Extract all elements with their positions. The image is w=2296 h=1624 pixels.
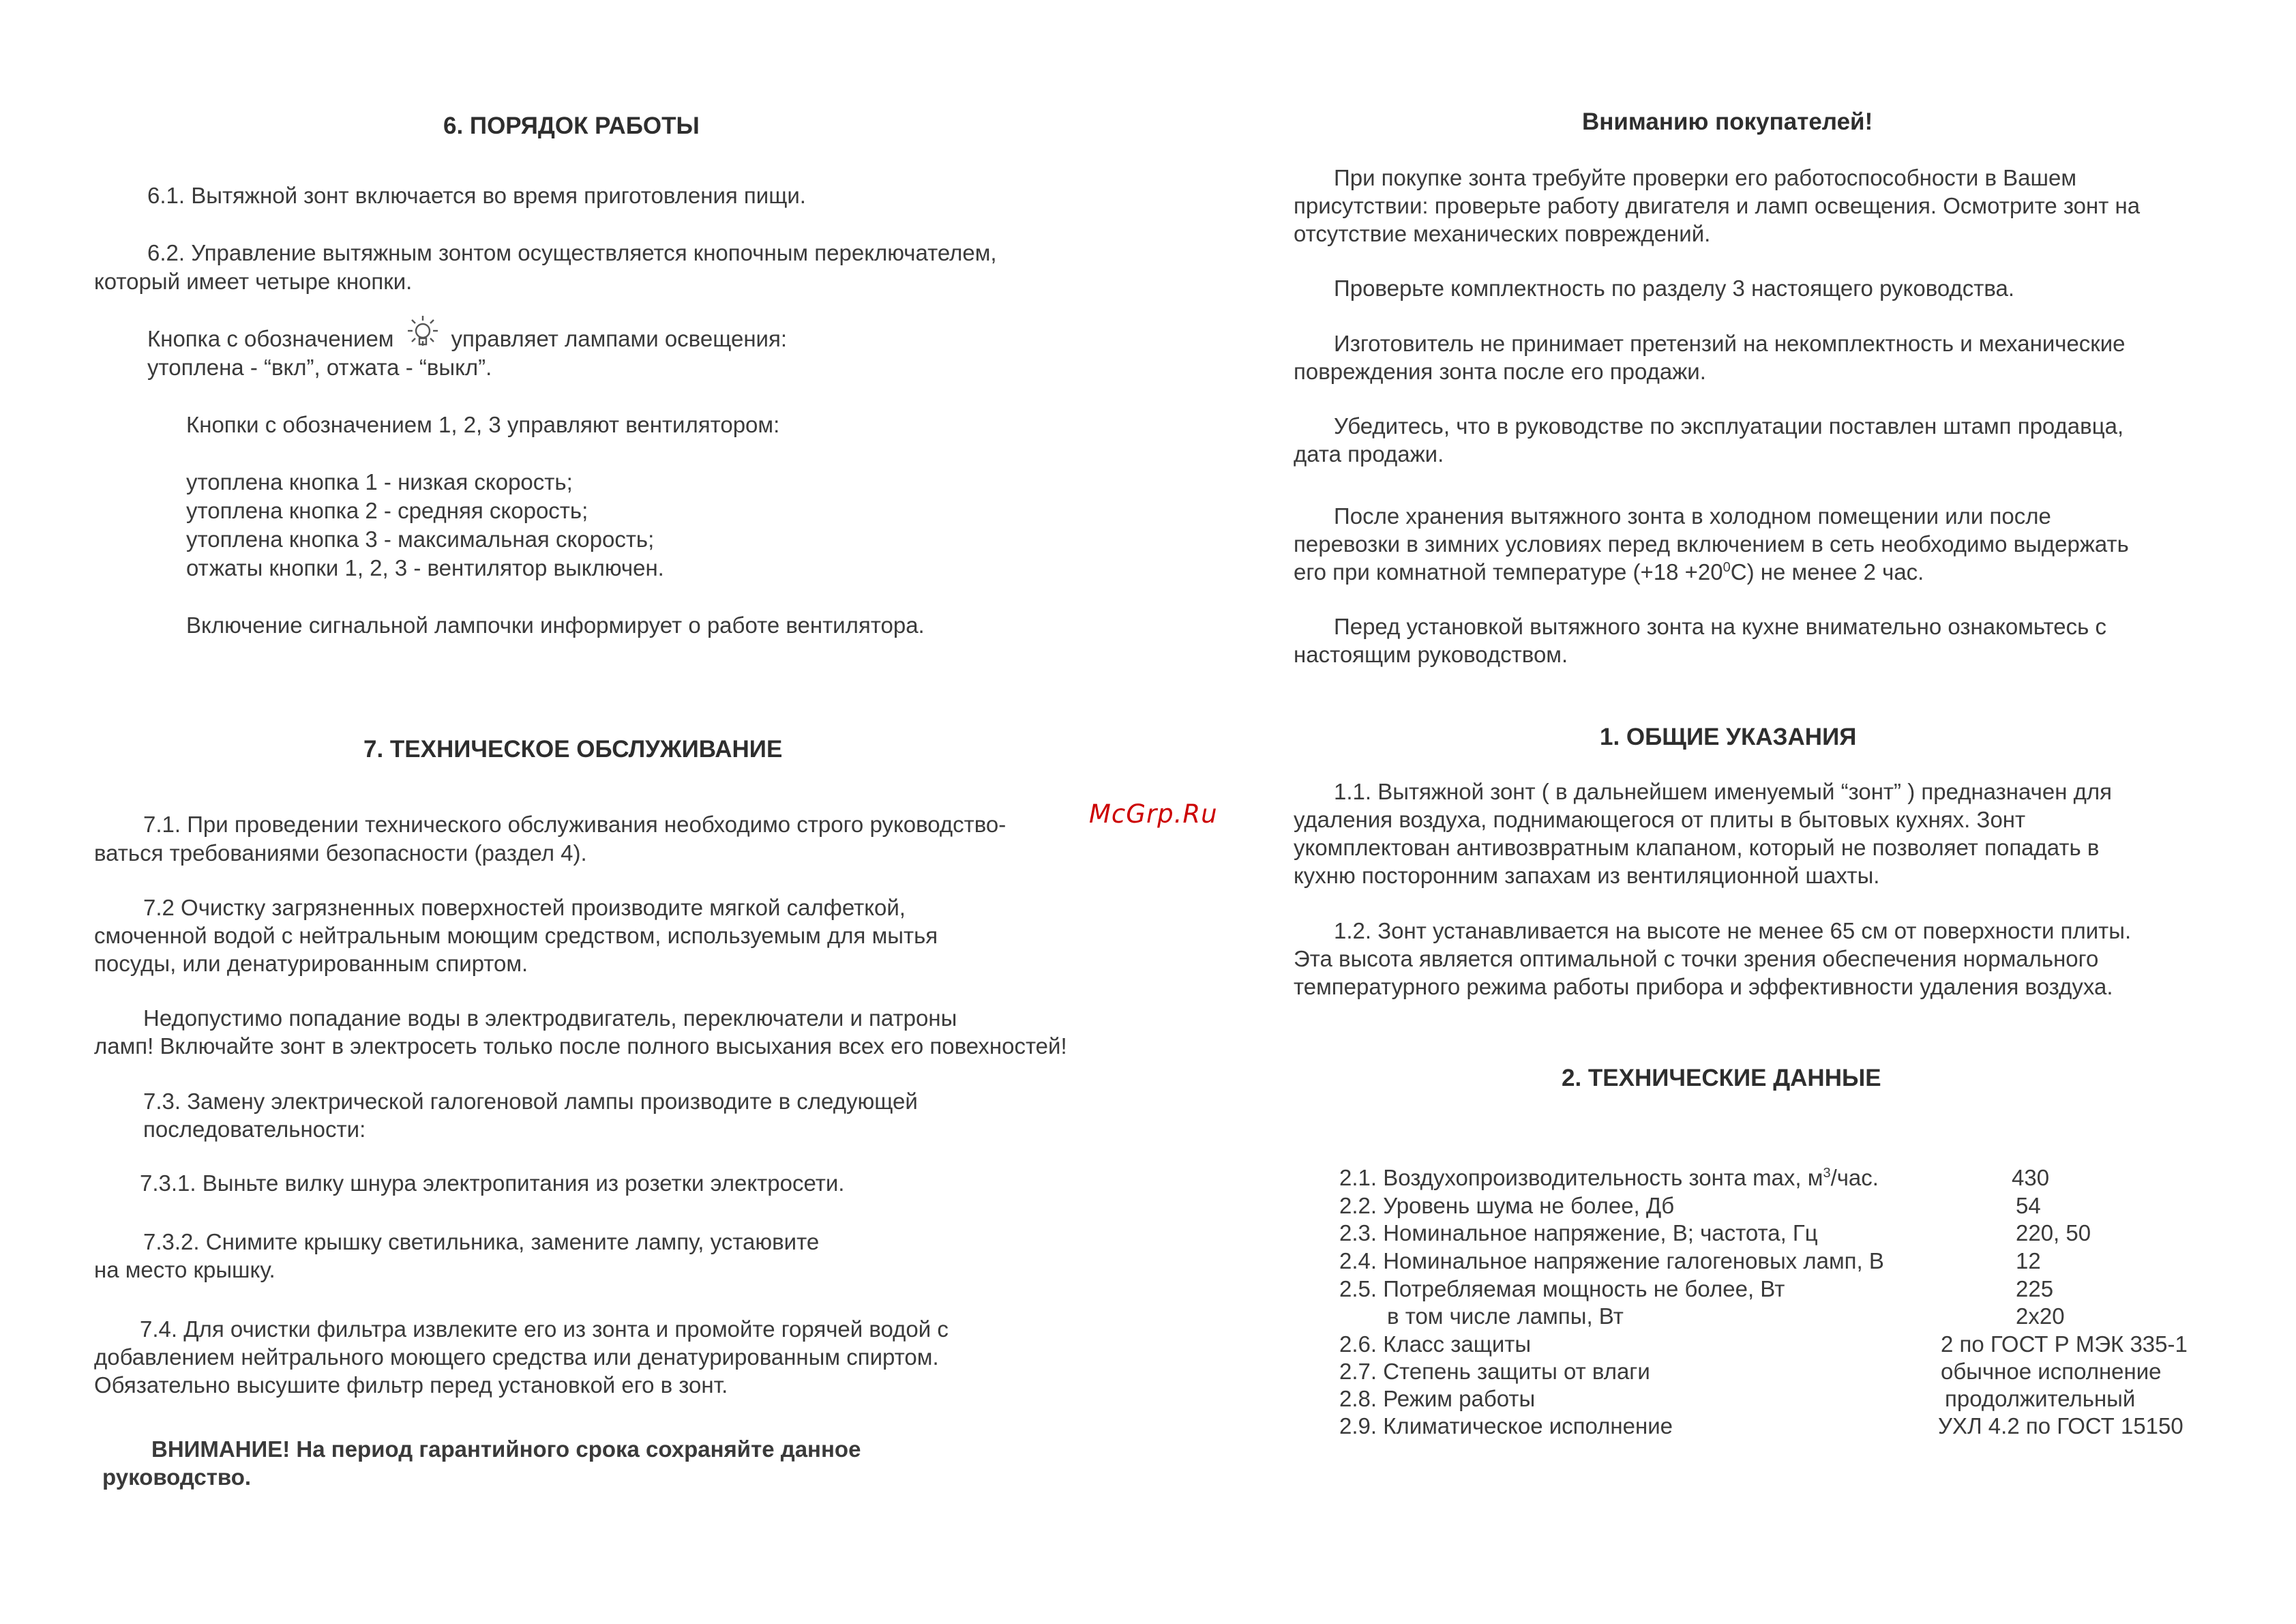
spec-row-value: 2х20	[2016, 1303, 2065, 1329]
fan-speed-1: утоплена кнопка 1 - низкая скорость;	[186, 469, 573, 494]
lamp-button-line-1	[147, 325, 787, 356]
paragraph-7-2-line-2: смоченной водой с нейтральным моющим средством, используемым для мытья	[94, 923, 938, 948]
notice-p5-line-1: После хранения вытяжного зонта в холодном помещении или после	[1334, 503, 2051, 529]
attention-line-2: руководство.	[102, 1464, 252, 1490]
paragraph-7-3-2-line-2: на место крышку.	[94, 1257, 275, 1282]
fan-off: отжаты кнопки 1, 2, 3 - вентилятор выключен.	[186, 555, 664, 580]
spec-row-value: обычное исполнение	[1941, 1359, 2162, 1384]
notice-p5-line-3	[1294, 558, 1924, 586]
paragraph-7-4-line-2: добавлением нейтрального моющего средства или денатурированным спиртом.	[94, 1344, 939, 1370]
spec-label-text: 2.1. Воздухопроизводительность зонта max, м	[1339, 1165, 1823, 1190]
notice-p6-line-2: настоящим руководством.	[1294, 642, 1568, 667]
attention-line-1: ВНИМАНИЕ! На период гарантийного срока сохраняйте данное	[151, 1436, 861, 1462]
degree-mark: 0	[1723, 560, 1731, 575]
spec-row-value: 12	[2016, 1248, 2041, 1273]
notice-p5-line-2: перевозки в зимних условиях перед включением в сеть необходимо выдержать	[1294, 531, 2129, 557]
notice-p4-line-1: Убедитесь, что в руководстве по эксплуатации поставлен штамп продавца,	[1334, 413, 2124, 439]
paragraph-7-3-2-line-1: 7.3.2. Снимите крышку светильника, замените лампу, устаювите	[143, 1229, 820, 1254]
notice-p3-line-2: повреждения зонта после его продажи.	[1294, 359, 1706, 384]
paragraph-7-3-line-1: 7.3. Замену электрической галогеновой лампы производите в следующей	[143, 1089, 918, 1114]
paragraph-7-3-line-2: последовательности:	[143, 1117, 366, 1142]
paragraph-6-2-line-2: который имеет четыре кнопки.	[94, 269, 413, 294]
lamp-button-text-a: Кнопка с обозначением	[147, 326, 394, 351]
fan-buttons-intro: Кнопки с обозначением 1, 2, 3 управляют вентилятором:	[186, 412, 780, 437]
spec-row-label: 2.2. Уровень шума не более, Дб	[1339, 1193, 1675, 1218]
spec-row-label: 2.5. Потребляемая мощность не более, Вт	[1339, 1276, 1785, 1301]
temperature-text: его при комнатной температуре (+18 +20	[1294, 559, 1723, 585]
paragraph-7-4-line-1: 7.4. Для очистки фильтра извлеките его из зонта и промойте горячей водой с	[140, 1316, 949, 1342]
light-bulb-icon	[405, 314, 441, 356]
spec-row-label: в том числе лампы, Вт	[1387, 1303, 1624, 1329]
notice-p3-line-1: Изготовитель не принимает претензий на некомплектность и механические	[1334, 331, 2126, 356]
spec-row-label: 2.7. Степень защиты от влаги	[1339, 1359, 1650, 1384]
paragraph-7-2-line-1: 7.2 Очистку загрязненных поверхностей производите мягкой салфеткой,	[143, 895, 906, 920]
notice-p2: Проверьте комплектность по разделу 3 настоящего руководства.	[1334, 276, 2015, 301]
cubic-mark: 3	[1823, 1166, 1831, 1181]
paragraph-1-2-line-1: 1.2. Зонт устанавливается на высоте не менее 65 см от поверхности плиты.	[1334, 918, 2132, 943]
spec-row-value: 430	[2012, 1165, 2050, 1190]
paragraph-1-1-line-2: удаления воздуха, поднимающегося от плиты в бытовых кухнях. Зонт	[1294, 807, 2026, 832]
paragraph-7-3-1: 7.3.1. Выньте вилку шнура электропитания из розетки электросети.	[140, 1170, 845, 1196]
section-1-title: 1. ОБЩИЕ УКАЗАНИЯ	[1600, 724, 1857, 750]
paragraph-6-1: 6.1. Вытяжной зонт включается во время приготовления пищи.	[147, 183, 806, 208]
signal-lamp-note: Включение сигнальной лампочки информирует о работе вентилятора.	[186, 612, 925, 638]
spec-row-value: УХЛ 4.2 по ГОСТ 15150	[1938, 1413, 2183, 1438]
fan-speed-3: утоплена кнопка 3 - максимальная скорость;	[186, 527, 655, 552]
section-7-title: 7. ТЕХНИЧЕСКОЕ ОБСЛУЖИВАНИЕ	[363, 736, 783, 763]
notice-p1-line-2: присутствии: проверьте работу двигателя и ламп освещения. Осмотрите зонт на	[1294, 193, 2141, 218]
spec-row-value: 220, 50	[2016, 1220, 2091, 1245]
paragraph-1-2-line-3: температурного режима работы прибора и эффективности удаления воздуха.	[1294, 974, 2113, 999]
notice-p4-line-2: дата продажи.	[1294, 441, 1444, 467]
paragraph-7-1-line-2: ваться требованиями безопасности (раздел 4).	[94, 840, 587, 866]
lamp-button-line-2: утоплена - “вкл”, отжата - “выкл”.	[147, 355, 492, 380]
paragraph-1-1-line-3: укомплектован антивозвратным клапаном, который не позволяет попадать в	[1294, 835, 2100, 860]
paragraph-1-1-line-4: кухню посторонним запахам из вентиляционной шахты.	[1294, 863, 1880, 888]
water-warning-line-1: Недопустимо попадание воды в электродвигатель, переключатели и патроны	[143, 1005, 957, 1031]
notice-title: Вниманию покупателей!	[1582, 108, 1873, 135]
temperature-text-end: С) не менее 2 час.	[1730, 559, 1924, 585]
paragraph-7-1-line-1: 7.1. При проведении технического обслуживания необходимо строго руководство-	[143, 812, 1007, 837]
lamp-button-text-b: управляет лампами освещения:	[451, 326, 788, 351]
spec-row-label: 2.3. Номинальное напряжение, В; частота, Гц	[1339, 1220, 1818, 1245]
watermark: McGrp.Ru	[1089, 799, 1218, 829]
paragraph-7-4-line-3: Обязательно высушите фильтр перед установкой его в зонт.	[94, 1372, 728, 1398]
spec-row-value: продолжительный	[1945, 1386, 2136, 1411]
spec-row-value: 54	[2016, 1193, 2041, 1218]
spec-row-value: 2 по ГОСТ Р МЭК 335-1	[1941, 1331, 2188, 1357]
paragraph-7-2-line-3: посуды, или денатурированным спиртом.	[94, 951, 528, 976]
water-warning-line-2: ламп! Включайте зонт в электросеть только после полного высыхания всех его повехностей!	[94, 1033, 1067, 1059]
spec-unit-text: /час.	[1830, 1165, 1879, 1190]
spec-row-label: 2.6. Класс защиты	[1339, 1331, 1532, 1357]
section-6-title: 6. ПОРЯДОК РАБОТЫ	[443, 113, 700, 139]
notice-p1-line-3: отсутствие механических повреждений.	[1294, 221, 1711, 246]
paragraph-6-2-line-1: 6.2. Управление вытяжным зонтом осуществляется кнопочным переключателем,	[147, 240, 997, 265]
fan-speed-2: утоплена кнопка 2 - средняя скорость;	[186, 498, 588, 523]
paragraph-1-2-line-2: Эта высота является оптимальной с точки зрения обеспечения нормального	[1294, 946, 2099, 971]
paragraph-1-1-line-1: 1.1. Вытяжной зонт ( в дальнейшем именуемый “зонт” ) предназначен для	[1334, 779, 2112, 804]
spec-row-label	[1339, 1164, 1879, 1192]
spec-row-value: 225	[2016, 1276, 2054, 1301]
notice-p1-line-1: При покупке зонта требуйте проверки его работоспособности в Вашем	[1334, 165, 2077, 190]
spec-row-label: 2.8. Режим работы	[1339, 1386, 1536, 1411]
spec-row-label: 2.4. Номинальное напряжение галогеновых ламп, В	[1339, 1248, 1884, 1273]
notice-p6-line-1: Перед установкой вытяжного зонта на кухне внимательно ознакомьтесь с	[1334, 614, 2107, 639]
spec-row-label: 2.9. Климатическое исполнение	[1339, 1413, 1673, 1438]
section-2-title: 2. ТЕХНИЧЕСКИЕ ДАННЫЕ	[1562, 1065, 1881, 1091]
